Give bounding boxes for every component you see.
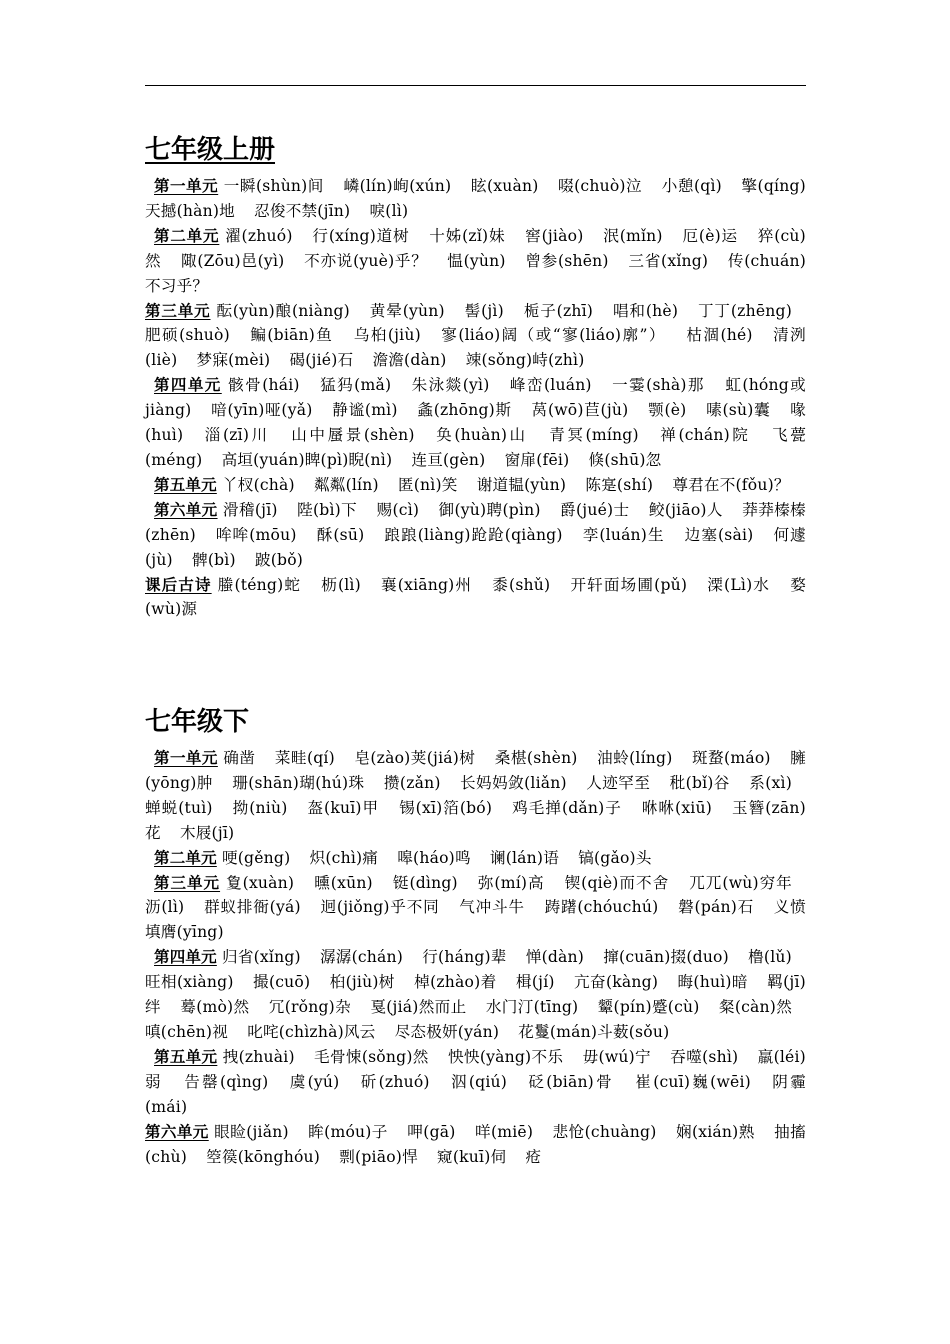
vocab-word: 何遽(jù) [145,525,806,569]
vocab-word: 窖(jiào) [525,226,584,245]
unit-paragraph [145,224,806,299]
vocab-word: 匿(nì)笑 [397,475,458,494]
unit-paragraph [145,498,806,573]
section-body-grade7-vol2 [145,746,806,1169]
unit-label: 第二单元 [154,848,217,867]
vocab-word: 陛(bì)下 [297,500,358,519]
vocab-word: 戛(jiá)然而止 [370,998,467,1017]
vocab-word: 泯(mǐn) [603,226,663,245]
vocab-word: 曾参(shēn) [525,251,609,270]
vocab-word: 溧(Lì)水 [707,575,771,594]
vocab-word: 撮(cuō) [252,973,311,992]
vocab-word: 黄晕(yùn) [369,301,445,320]
vocab-word: 炽(chì)痛 [309,848,379,867]
vocab-word: 磐(pán)石 [678,898,755,917]
vocab-word: 粲(càn)然 [718,998,792,1017]
section-title-grade7-vol2: 七年级下 [145,707,250,737]
vocab-word: 斑蝥(máo) [691,749,771,767]
section-title-grade7-vol1: 七年级上册 [145,135,276,165]
vocab-word: 抽搐(chù) [145,1122,806,1166]
vocab-word: 御(yù)聘(pìn) [438,500,541,519]
vocab-word: 高垣(yuán)睥(pì)睨(nì) [221,450,393,469]
vocab-word: 喑(yīn)哑(yǎ) [211,401,313,420]
vocab-word: 惮(dàn) [525,948,585,967]
vocab-word: 桑椹(shèn) [494,749,578,767]
vocab-word: 颚(è) [648,401,687,420]
vocab-word: 一霎(shà)那 [612,376,705,395]
unit-paragraph [145,746,806,846]
unit-paragraph [145,573,806,623]
vocab-word: 阴霾(mái) [145,1072,806,1116]
vocab-word: 哽(gěng) [221,848,291,867]
vocab-word: 三省(xǐng) [628,251,709,270]
vocab-word: 鳊(biān)鱼 [250,326,334,345]
vocab-word: 铤(dìng) [392,873,458,892]
unit-paragraph [145,871,806,946]
vocab-word: 呷(gā) [407,1122,456,1141]
vocab-word: 窗扉(fēi) [504,450,570,469]
vocab-word: 菜畦(qí) [274,749,335,767]
vocab-word: 滑稽(jī) [222,500,278,519]
vocab-word: 肥硕(shuò) [145,326,230,345]
vocab-word: 陬(Zōu)邑(yì) [181,251,285,270]
vocab-word: 崔(cuī)巍(wēi) [635,1072,751,1091]
vocab-word: 朱泳燚(yì) [411,376,490,395]
vocab-word: 莽莽榛榛(zhēn) [145,500,806,544]
vocab-word: 群蚁排衙(yá) [204,898,301,917]
vocab-word: 臃(yōng)肿 [145,749,806,792]
vocab-word: 十姊(zǐ)妹 [429,226,506,245]
unit-label: 第二单元 [154,226,220,245]
vocab-word: 小憩(qì) [661,177,722,195]
vocab-word: 窥(kuī)伺 [437,1147,507,1166]
unit-label: 第三单元 [145,301,211,320]
vocab-word: 枥(lì) [321,575,361,594]
vocab-word: 枯涸(hé) [686,326,753,345]
vocab-word: 木屐(jī) [179,823,235,842]
unit-label: 第三单元 [154,873,221,892]
vocab-word: 咩(miē) [474,1122,534,1141]
vocab-word: 怏怏(yàng)不乐 [447,1047,564,1066]
vocab-word: 曛(xūn) [314,873,373,892]
header-rule [145,85,806,86]
vocab-word: 骸骨(hái) [228,376,300,395]
vocab-word: 虞(yú) [289,1072,340,1091]
vocab-word: 皂(zào)荚(jiá)树 [354,749,476,767]
vocab-word: 冗(rǒng)杂 [268,998,352,1017]
vocab-word: 澹澹(dàn) [372,351,447,370]
vocab-word: 爵(jué)士 [560,500,630,519]
vocab-word: 系(xì) [749,773,792,792]
vocab-word: 梦寐(mèi) [196,351,271,370]
vocab-word: 鸡毛掸(dǎn)子 [512,798,622,817]
vocab-word: 尊君在不(fǒu)？ [672,475,790,494]
vocab-word: 亢奋(kàng) [574,973,659,992]
unit-label: 第一单元 [154,749,218,767]
unit-label: 第五单元 [154,475,217,494]
vocab-word: 擎(qíng)天撼(hàn)地 [145,177,806,220]
unit-label: 第六单元 [154,500,218,519]
vocab-word: 静谧(mì) [332,401,398,420]
vocab-word: 桕(jiù)树 [329,973,395,992]
vocab-word: 人迹罕至 [586,773,651,792]
vocab-word: 沥(lì) [145,898,185,917]
vocab-word: 眩(xuàn) [470,177,539,195]
vocab-word: 愠(yùn) [447,251,506,270]
vocab-word: 泅(qiú) [450,1072,508,1091]
vocab-word: 确凿 [223,749,256,767]
vocab-word: 玉簪(zān)花 [145,798,806,842]
vocab-word: 羁(jī)绊 [145,973,806,1017]
vocab-word: 山中蜃景(shèn) [291,426,415,445]
vocab-word: 锲(qiè)而不舍 [564,873,670,892]
vocab-word: 禅(chán)院 [660,426,751,445]
vocab-word: 疮 [525,1147,542,1166]
vocab-word: 一瞬(shùn)间 [223,177,324,195]
vocab-word: 栀子(zhī) [523,301,594,320]
vocab-word: 厄(è)运 [682,226,738,245]
vocab-word: 砭(biān)骨 [528,1072,615,1091]
vocab-word: 花鬘(mán)斗薮(sǒu) [518,1022,670,1041]
vocab-word: 斫(zhuó) [360,1072,430,1091]
vocab-word: 乌桕(jiù) [353,326,421,345]
vocab-word: 鲛(jiāo)人 [648,500,723,519]
unit-label: 第四单元 [154,376,222,395]
unit-label: 课后古诗 [145,575,212,594]
vocab-word: 镐(gǎo)头 [578,848,652,867]
vocab-word: 踌躇(chóuchú) [544,898,659,917]
vocab-word: 旺相(xiàng) [145,973,234,992]
vocab-word: 飞甍(méng) [145,426,806,469]
vocab-word: 唱和(hè) [612,301,679,320]
vocab-word: 嗥(háo)鸣 [397,848,471,867]
unit-paragraph [145,1045,806,1120]
vocab-word: 咻咻(xiū) [641,798,713,817]
vocab-word: 连亘(gèn) [411,450,486,469]
vocab-word: 拽(zhuài) [222,1047,295,1066]
vocab-word: 跛(bǒ) [254,550,304,569]
vocab-word: 行(háng)辈 [422,948,507,967]
vocab-word: 撺(cuān)掇(duo) [603,948,729,967]
vocab-word: 碣(jié)石 [289,351,354,370]
vocab-word: 丫杈(chà) [221,475,295,494]
vocab-word: 寥(liáo)阔（或“寥(liáo)廓”） [441,326,666,345]
vocab-word: 盔(kuī)甲 [307,798,380,817]
vocab-word: 吞噬(shì) [670,1047,739,1066]
vocab-word: 悲怆(chuàng) [552,1122,657,1141]
unit-paragraph [145,1120,806,1170]
vocab-word: 开轩面场圃(pǔ) [570,575,688,594]
vocab-word: 水门汀(tīng) [485,998,579,1017]
vocab-word: 陈寔(shí) [585,475,654,494]
vocab-word: 弥(mí)高 [477,873,545,892]
vocab-word: 猛犸(mǎ) [320,376,392,395]
vocab-word: 眼睑(jiǎn) [214,1122,289,1141]
vocab-word: 行(xíng)道树 [312,226,410,245]
vocab-word: 谰(lán)语 [489,848,560,867]
vocab-word: 叱咤(chìzhà)风云 [247,1022,376,1041]
vocab-word: 传(chuán)不习乎？ [145,251,806,295]
vocab-word: 忍俊不禁(jīn) [254,201,351,220]
vocab-word: 楫(jí) [515,973,555,992]
vocab-word: 虹(hóng或 jiàng) [145,376,806,420]
vocab-word: 尽态极妍(yán) [394,1022,500,1041]
vocab-word: 猝(cù)然 [145,226,806,270]
vocab-word: 赐(cì) [376,500,420,519]
unit-paragraph [145,373,806,473]
unit-label: 第一单元 [154,177,219,195]
vocab-word: 锡(xī)箔(bó) [399,798,493,817]
vocab-word: 告罄(qìng) [184,1072,269,1091]
vocab-word: 倏(shū)忽 [588,450,662,469]
vocab-word: 酝(yùn)酿(niàng) [216,301,350,320]
unit-paragraph [145,174,806,224]
vocab-word: 奂(huàn)山 [436,426,528,445]
vocab-word: 酥(sū) [316,525,365,544]
vocab-word: 长妈妈敛(liǎn) [460,773,567,792]
vocab-word: 黍(shǔ) [492,575,551,594]
vocab-word: 嗔(chēn)视 [145,1022,229,1041]
vocab-word: 啜(chuò)泣 [558,177,643,195]
vocab-word: 剽(piāo)悍 [339,1147,418,1166]
vocab-word: 婺(wù)源 [145,575,806,619]
vocab-word: 攒(zǎn) [383,773,441,792]
vocab-word: 哞哞(mōu) [215,525,297,544]
vocab-word: 粼粼(lín) [314,475,379,494]
vocab-word: 嶙(lín)峋(xún) [343,177,452,195]
vocab-word: 濯(zhuó) [225,226,293,245]
vocab-word: 襄(xiāng)州 [381,575,473,594]
vocab-word: 丁丁(zhēng) [697,301,792,320]
vocab-word: 橹(lǔ) [748,948,792,967]
vocab-word: 眸(móu)子 [308,1122,388,1141]
vocab-word: 毛骨悚(sǒng)然 [314,1047,429,1066]
vocab-word: 箜篌(kōnghóu) [206,1147,321,1166]
vocab-word: 秕(bǐ)谷 [669,773,730,792]
unit-label: 第五单元 [154,1047,218,1066]
vocab-word: 气冲斗牛 [459,898,525,917]
vocab-word: 踉踉(liàng)跄跄(qiàng) [384,525,563,544]
vocab-word: 髻(jì) [464,301,504,320]
unit-label: 第四单元 [154,948,217,967]
vocab-word: 颦(pín)蹙(cù) [597,998,700,1017]
vocab-word: 棹(zhào)着 [414,973,497,992]
vocab-word: 羸(léi)弱 [145,1047,806,1091]
vocab-word: 拗(niù) [232,798,288,817]
vocab-word: 峰峦(luán) [509,376,592,395]
vocab-word: 螣(téng)蛇 [217,575,302,594]
unit-paragraph [145,473,806,498]
vocab-word: 夐(xuàn) [226,873,295,892]
vocab-word: 娴(xián)熟 [675,1122,755,1141]
vocab-word: 边塞(sài) [684,525,754,544]
vocab-word: 毋(wú)宁 [582,1047,651,1066]
unit-paragraph [145,945,806,1045]
vocab-word: 谢道韫(yùn) [476,475,567,494]
vocab-word: 兀兀(wù)穷年 [689,873,792,892]
vocab-word: 珊(shān)瑚(hú)珠 [232,773,365,792]
vocab-word: 孪(luán)生 [582,525,665,544]
vocab-word: 喙(huì) [145,401,806,445]
vocab-word: 竦(sǒng)峙(zhì) [465,351,585,370]
vocab-word: 嗉(sù)囊 [706,401,771,420]
vocab-word: 莴(wō)苣(jù) [531,401,629,420]
vocab-word: 唳(lì) [369,201,409,220]
vocab-word: 淄(zī)川 [204,426,270,445]
unit-label: 第六单元 [145,1122,209,1141]
vocab-word: 髀(bì) [192,550,236,569]
vocab-word: 油蛉(líng) [597,749,673,767]
vocab-word: 蓦(mò)然 [180,998,250,1017]
unit-paragraph [145,299,806,374]
vocab-word: 晦(huì)暗 [677,973,748,992]
vocab-word: 蝉蜕(tuì) [145,798,213,817]
vocab-word: 归省(xǐng) [222,948,301,967]
vocab-word: 清洌(liè) [145,326,806,370]
unit-paragraph [145,846,806,871]
vocab-word: 螽(zhōng)斯 [417,401,512,420]
vocab-word: 不亦说(yuè)乎？ [304,251,428,270]
section-body-grade7-vol1 [145,174,806,622]
vocab-word: 迥(jiǒng)乎不同 [320,898,440,917]
vocab-word: 青冥(míng) [549,426,639,445]
vocab-word: 潺潺(chán) [319,948,404,967]
vocab-word: 义愤填膺(yīng) [145,898,806,942]
